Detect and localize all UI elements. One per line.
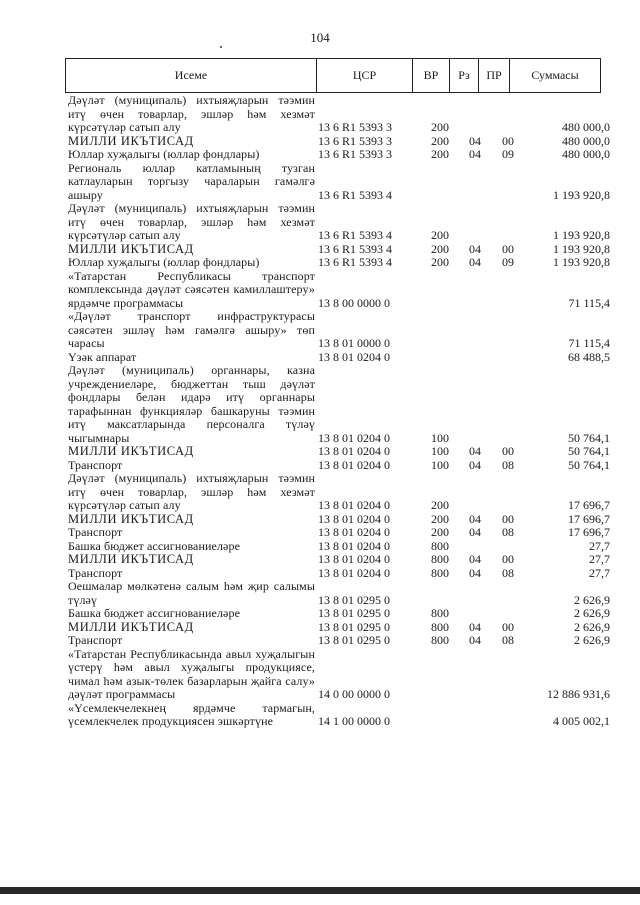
row-name: МИЛЛИ ИКЪТИСАД [68, 552, 194, 566]
header-name: Исеме [66, 59, 317, 93]
row-sum: 1 193 920,8 [553, 228, 610, 242]
row-rz: 04 [469, 147, 481, 161]
row-csr: 13 8 01 0204 0 [318, 457, 390, 472]
row-pr: 09 [502, 147, 514, 161]
page-number: 104 [310, 30, 330, 45]
table-row [0, 270, 640, 311]
row-name: «Үсемлекчелекнең ярдәмче тармагын, үсемлекчелек продукциясен эшкәртүне [68, 700, 315, 728]
header-csr: ЦСР [317, 59, 413, 93]
table-row [0, 648, 640, 702]
row-sum: 1 193 920,8 [553, 255, 610, 269]
row-csr: 13 6 R1 5393 4 [318, 228, 393, 242]
row-pr: 00 [502, 552, 514, 566]
row-name: Юллар хуҗалыгы (юллар фондлары) [68, 147, 260, 161]
row-csr: 13 8 01 0204 0 [318, 511, 390, 526]
table-row [0, 607, 640, 621]
row-vr: 800 [431, 633, 449, 647]
row-pr: 08 [502, 525, 514, 539]
table-row [0, 702, 640, 729]
row-csr: 13 8 01 0204 0 [318, 565, 390, 580]
scan-speck [220, 46, 222, 48]
table-row [0, 621, 640, 635]
row-csr: 13 8 01 0204 0 [318, 498, 390, 512]
table-row [0, 459, 640, 473]
row-sum: 17 696,7 [568, 511, 610, 526]
table-row [0, 634, 640, 648]
row-sum: 2 626,9 [574, 619, 610, 634]
row-name: Башка бюджет ассигнованиеләре [68, 606, 240, 620]
row-vr: 100 [431, 457, 449, 472]
row-name: Дәүләт (муниципаль) ихтыяҗларын тәэмин итү өчен товарлар, эшләр һәм хезмәт күрсәтүләр сатып алу [68, 93, 315, 134]
table-row [0, 567, 640, 581]
row-sum: 480 000,0 [562, 133, 610, 148]
table-row [0, 94, 640, 135]
row-vr: 800 [431, 538, 449, 553]
row-vr: 800 [431, 606, 449, 620]
row-sum: 27,7 [589, 565, 610, 580]
row-sum: 12 886 931,6 [547, 687, 610, 701]
row-csr: 13 8 00 0000 0 [318, 295, 390, 310]
row-vr: 800 [431, 552, 449, 566]
row-rz: 04 [469, 525, 481, 539]
table-row [0, 202, 640, 243]
row-sum: 480 000,0 [562, 147, 610, 161]
row-rz: 04 [469, 619, 481, 634]
row-pr: 08 [502, 633, 514, 647]
row-csr: 13 6 R1 5393 4 [318, 241, 393, 256]
row-sum: 27,7 [589, 538, 610, 553]
row-csr: 14 0 00 0000 0 [318, 687, 390, 701]
table-row [0, 540, 640, 554]
row-pr: 09 [502, 255, 514, 269]
row-sum: 68 488,5 [568, 349, 610, 364]
table-row [0, 526, 640, 540]
row-csr: 13 6 R1 5393 3 [318, 133, 393, 148]
table-row [0, 472, 640, 513]
row-vr: 200 [431, 120, 449, 134]
row-vr: 100 [431, 444, 449, 458]
row-vr: 100 [431, 430, 449, 445]
row-sum: 50 764,1 [568, 430, 610, 445]
row-name: Оешмалар мөлкәтенә салым һәм җир салымы түләү [68, 579, 315, 607]
row-name: МИЛЛИ ИКЪТИСАД [68, 444, 194, 458]
table-row [0, 364, 640, 445]
row-vr: 200 [431, 525, 449, 539]
header-vr: ВР [413, 59, 450, 93]
row-csr: 13 8 01 0204 0 [318, 430, 390, 445]
row-rz: 04 [469, 552, 481, 566]
row-vr: 200 [431, 228, 449, 242]
row-vr: 200 [431, 498, 449, 512]
row-name: Региональ юллар катламының тузган катлауларын торгызу чараларын гамәлгә ашыру [68, 160, 315, 202]
row-pr: 00 [502, 133, 514, 148]
row-vr: 200 [431, 255, 449, 269]
row-name: МИЛЛИ ИКЪТИСАД [68, 241, 194, 256]
header-pr: ПР [479, 59, 510, 93]
row-rz: 04 [469, 255, 481, 269]
row-csr: 13 8 01 0204 0 [318, 349, 390, 364]
row-rz: 04 [469, 565, 481, 580]
row-rz: 04 [469, 511, 481, 526]
row-vr: 800 [431, 565, 449, 580]
row-csr: 13 6 R1 5393 4 [318, 187, 393, 202]
row-name: Дәүләт (муниципаль) органнары, казна учреждениеләре, бюджеттан тыш дәүләт фондлары белән идарә итү органнары тарафыннан функцияләр башкаруны тәэмин итү максатларында персоналга түләү чыгымнары [68, 363, 315, 445]
row-name: Башка бюджет ассигнованиеләре [68, 538, 240, 553]
row-pr: 00 [502, 241, 514, 256]
row-csr: 13 8 01 0204 0 [318, 552, 390, 566]
header-sum: Суммасы [510, 59, 601, 93]
row-rz: 04 [469, 241, 481, 256]
row-rz: 04 [469, 633, 481, 647]
row-csr: 14 1 00 0000 0 [318, 714, 390, 728]
row-csr: 13 8 01 0204 0 [318, 444, 390, 458]
row-name: Транспорт [68, 457, 123, 472]
table-row [0, 513, 640, 527]
row-csr: 13 6 R1 5393 3 [318, 120, 393, 134]
row-rz: 04 [469, 133, 481, 148]
row-name: Үзәк аппарат [68, 349, 137, 364]
row-sum: 50 764,1 [568, 444, 610, 458]
table-row [0, 310, 640, 351]
row-vr: 200 [431, 133, 449, 148]
row-vr: 200 [431, 147, 449, 161]
row-sum: 71 115,4 [568, 336, 610, 350]
row-csr: 13 8 01 0204 0 [318, 538, 390, 553]
row-csr: 13 6 R1 5393 3 [318, 147, 393, 161]
row-sum: 2 626,9 [574, 592, 610, 607]
row-name: МИЛЛИ ИКЪТИСАД [68, 619, 194, 634]
row-pr: 00 [502, 619, 514, 634]
row-name: «Татарстан Республикасы транспорт комплексында дәүләт сәясәтен камиллаштеру» ярдәмче программасы [68, 268, 315, 310]
table-header [65, 58, 601, 93]
row-csr: 13 8 01 0204 0 [318, 525, 390, 539]
table-row [0, 445, 640, 459]
row-name: Транспорт [68, 565, 123, 580]
table-row [0, 580, 640, 607]
row-rz: 04 [469, 444, 481, 458]
row-pr: 00 [502, 444, 514, 458]
row-vr: 200 [431, 241, 449, 256]
table-row [0, 162, 640, 203]
row-sum: 17 696,7 [568, 525, 610, 539]
row-name: МИЛЛИ ИКЪТИСАД [68, 133, 194, 148]
row-name: «Татарстан Республикасында авыл хуҗалыгын үстерү һәм авыл хуҗалыгы продукциясе, чимал һәм азык-төлек базарларын җайга салу» дәүләт программасы [68, 646, 315, 701]
row-sum: 71 115,4 [568, 295, 610, 310]
row-name: Транспорт [68, 633, 123, 647]
row-vr: 200 [431, 511, 449, 526]
table-row [0, 256, 640, 270]
row-name: Дәүләт (муниципаль) ихтыяҗларын тәэмин итү өчен товарлар, эшләр һәм хезмәт күрсәтүләр сатып алу [68, 471, 315, 512]
header-rz: Рз [450, 59, 479, 93]
row-csr: 13 8 01 0295 0 [318, 619, 390, 634]
row-name: МИЛЛИ ИКЪТИСАД [68, 511, 194, 526]
row-csr: 13 8 01 0000 0 [318, 336, 390, 350]
row-name: Транспорт [68, 525, 123, 539]
row-sum: 17 696,7 [568, 498, 610, 512]
row-csr: 13 8 01 0295 0 [318, 633, 390, 647]
row-pr: 00 [502, 511, 514, 526]
row-sum: 2 626,9 [574, 606, 610, 620]
table-row [0, 351, 640, 365]
row-sum: 50 764,1 [568, 457, 610, 472]
row-csr: 13 8 01 0295 0 [318, 606, 390, 620]
row-vr: 800 [431, 619, 449, 634]
table-row [0, 243, 640, 257]
page-bottom-edge [0, 887, 640, 894]
row-csr: 13 8 01 0295 0 [318, 592, 390, 607]
row-sum: 1 193 920,8 [553, 241, 610, 256]
row-pr: 08 [502, 457, 514, 472]
table-row [0, 148, 640, 162]
row-sum: 1 193 920,8 [553, 187, 610, 202]
row-sum: 27,7 [589, 552, 610, 566]
row-sum: 4 005 002,1 [553, 714, 610, 728]
row-name: Дәүләт (муниципаль) ихтыяҗларын тәэмин итү өчен товарлар, эшләр һәм хезмәт күрсәтүләр сатып алу [68, 201, 315, 242]
budget-table-body [0, 94, 640, 729]
row-name: «Дәүләт транспорт инфраструктурасы сәясәтен эшләү һәм гамәлгә ашыру» төп чарасы [68, 309, 315, 350]
row-sum: 2 626,9 [574, 633, 610, 647]
row-pr: 08 [502, 565, 514, 580]
row-csr: 13 6 R1 5393 4 [318, 255, 393, 269]
row-sum: 480 000,0 [562, 120, 610, 134]
row-name: Юллар хуҗалыгы (юллар фондлары) [68, 255, 260, 269]
table-row [0, 553, 640, 567]
row-rz: 04 [469, 457, 481, 472]
table-row [0, 135, 640, 149]
